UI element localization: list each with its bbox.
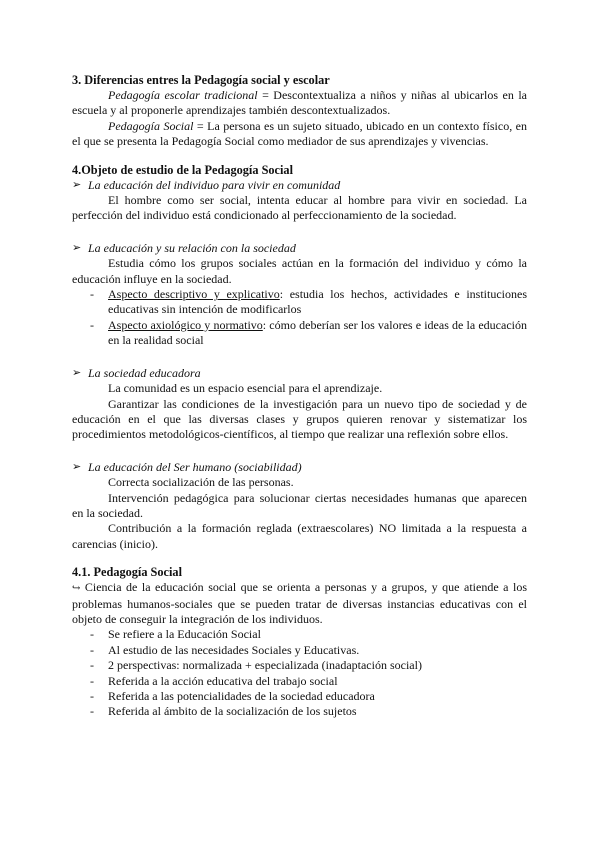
dash-item-axiological: - Aspecto axiológico y normativo: cómo deberían ser los valores e ideas de la educación en la realidad social — [90, 317, 527, 348]
soc-definition-line-2: el que se presenta la Pedagogía Social como mediador de sus aprendizajes y vivencias. — [72, 134, 489, 149]
d-paragraph-line-2: en la sociedad. — [72, 505, 143, 520]
section-3-title: 3. Diferencias entres la Pedagogía social y escolar — [72, 73, 330, 87]
hook-arrow-icon: ↪ — [72, 583, 81, 595]
d-paragraph-line-1: Intervención pedagógica para solucionar ciertas necesidades humanas que aparecen — [108, 490, 527, 505]
c-paragraph-line-1: Garantizar las condiciones de la investigación para un nuevo tipo de sociedad y de — [108, 396, 527, 411]
soc-term: Pedagogía Social — [108, 118, 194, 133]
dash-item-descriptive: - Aspecto descriptivo y explicativo: estudia los hechos, actividades e instituciones educativas sin intención de modificarlos — [90, 287, 527, 317]
s41-paragraph-line-2: problemas humanos-sociales que se pueden tratar de diversas instancias educativas con el — [72, 596, 527, 611]
trad-definition-line-1: Pedagogía escolar tradicional = Descontextualiza a niños y niñas al ubicarlos en la — [108, 88, 527, 102]
trad-term: Pedagogía escolar tradicional — [108, 88, 258, 102]
c-paragraph-line-3: procedimientos metodológicos-científicos, al tiempo que realizar una reflexión sobre ellos. — [72, 427, 509, 442]
subsection-a-heading: ➢ La educación del individuo para vivir en comunidad — [72, 177, 341, 192]
s41-paragraph-line-1: ↪ Ciencia de la educación social que se orienta a personas y a grupos, y que atiende a los — [72, 580, 527, 595]
list-item: - Referida al ámbito de la socialización de los sujetos — [90, 704, 357, 719]
list-item: - Referida a las potencialidades de la sociedad educadora — [90, 689, 375, 703]
list-item: - Al estudio de las necesidades Sociales y Educativas. — [90, 642, 360, 657]
subsection-b-heading: ➢ La educación y su relación con la sociedad — [72, 240, 296, 255]
s41-paragraph-line-3: objeto de conseguir la integración de los individuos. — [72, 611, 323, 626]
list-item: - Se refiere a la Educación Social — [90, 627, 261, 642]
a-text-line-1: El hombre como ser social, intenta educar al hombre para vivir en sociedad. La — [108, 193, 527, 208]
trad-definition-line-2: escuela y al proponerle aprendizajes también descontextualizados. — [72, 103, 391, 118]
d-text-line-1: Correcta socialización de las personas. — [108, 475, 294, 490]
b-text-line-2: educación influye en la sociedad. — [72, 271, 232, 286]
arrow-icon: ➢ — [72, 366, 82, 379]
document-page — [72, 73, 527, 720]
arrow-icon: ➢ — [72, 460, 82, 473]
d-paragraph2-line-1: Contribución a la formación reglada (extraescolares) NO limitada a la respuesta a — [108, 521, 527, 536]
subsection-c-heading: ➢ La sociedad educadora — [72, 365, 201, 380]
list-item: - 2 perspectivas: normalizada + especializada (inadaptación social) — [90, 658, 422, 673]
soc-definition-line-1: Pedagogía Social = La persona es un sujeto situado, ubicado en un contexto físico, en — [108, 118, 527, 133]
c-text-line-1: La comunidad es un espacio esencial para el aprendizaje. — [108, 381, 383, 396]
a-text-line-2: perfección del individuo está condicionado al perfeccionamiento de la sociedad. — [72, 208, 457, 223]
arrow-icon: ➢ — [72, 241, 82, 254]
section-4-title: 4.Objeto de estudio de la Pedagogía Social — [72, 162, 294, 177]
list-item: - Referida a la acción educativa del trabajo social — [90, 673, 338, 688]
section-4-1-title: 4.1. Pedagogía Social — [72, 565, 182, 580]
arrow-icon: ➢ — [72, 178, 82, 191]
b-text-line-1: Estudia cómo los grupos sociales actúan en la formación del individuo y cómo la — [108, 256, 527, 271]
d-paragraph2-line-2: carencias (inicio). — [72, 536, 158, 551]
subsection-d-heading: ➢ La educación del Ser humano (sociabilidad) — [72, 459, 302, 474]
c-paragraph-line-2: educación en el que las diversas clases y grupos quieren renovar y sistematizar los — [72, 411, 527, 426]
